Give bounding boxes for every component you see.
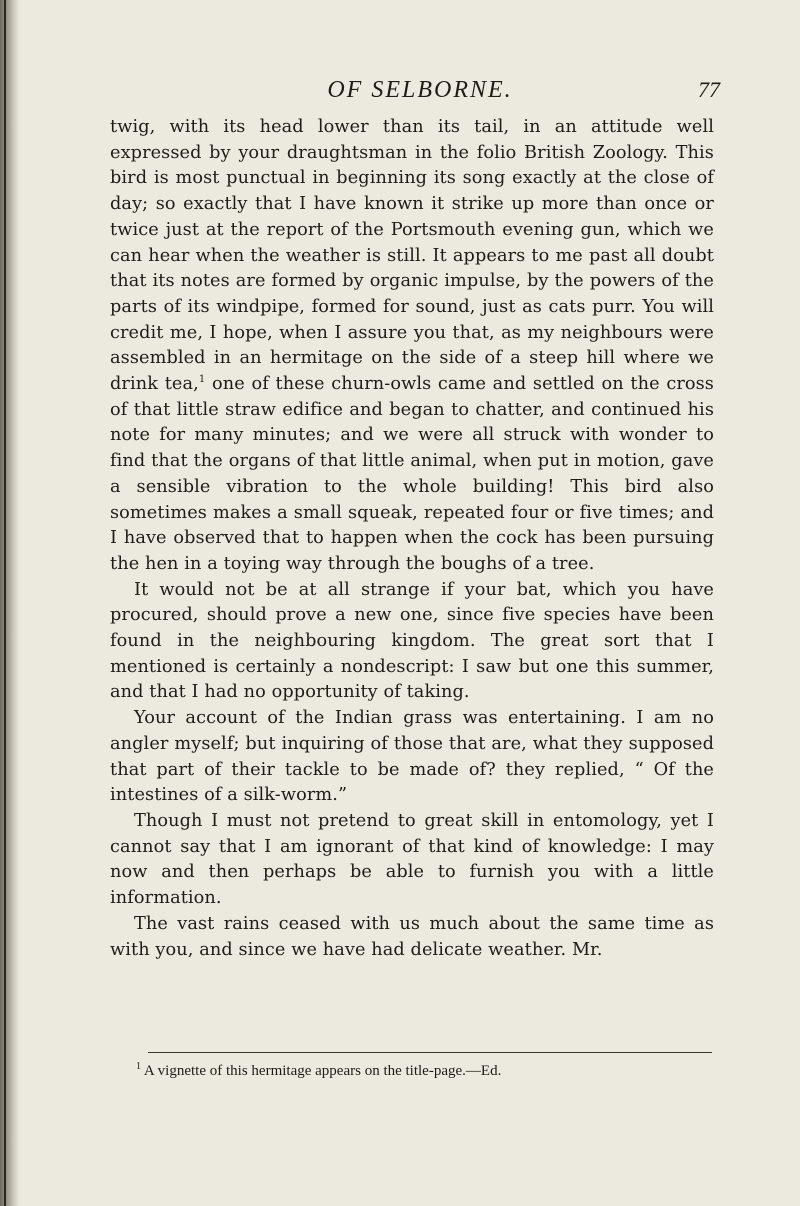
- paragraph-1-text-b: one of these churn-owls came and settled on the cross of that little straw edifice and began to chatter, and continued his note for many minutes; and we were all struck with wonder to find that the organs of that little animal, when put in motion, gave a sensible vibration to the whole building! This bird also sometimes makes a small squeak, repeated four or five times; and I have observed that to happen when the cock has been pursuing the hen in a toying way through the boughs of a tree.: [110, 374, 714, 574]
- footnote-divider: [148, 1052, 712, 1053]
- book-spine-edge: [0, 0, 20, 1206]
- paragraph-2: It would not be at all strange if your bat, which you have procured, should prove a new one, since five species have been found in the neighbouring kingdom. The great sort that I mentioned is certainly a nondescript: I saw but one this summer, and that I had no opportunity of taking.: [110, 579, 714, 703]
- page-header: [120, 77, 720, 117]
- paragraph-1-text-a: twig, with its head lower than its tail, in an attitude well expressed by your draughtsman in the folio British Zoology. This bird is most punctual in beginning its song exactly at the close of day; so exactly that I have known it strike up more than once or twice just at the report of the Portsmouth evening gun, which we can hear when the weather is still. It appears to me past all doubt that its notes are formed by organic impulse, by the powers of the parts of its windpipe, formed for sound, just as cats purr. You will credit me, I hope, when I assure you that, as my neighbours were assembled in an hermitage on the side of a steep hill where we drink tea,: [110, 117, 714, 395]
- footnote-reference: 1: [198, 374, 206, 386]
- paragraph-4: Though I must not pretend to great skill in entomology, yet I cannot say that I am ignorant of that kind of knowledge: I may now and then perhaps be able to furnish you with a little information.: [110, 810, 714, 909]
- gutter-line: [4, 0, 6, 1206]
- paragraph-5: The vast rains ceased with us much about the same time as with you, and since we have had delicate weather. Mr.: [110, 913, 714, 960]
- body-text: [110, 115, 714, 963]
- footnote-marker: 1: [136, 1061, 141, 1072]
- footnote: [136, 1061, 716, 1081]
- running-title: OF SELBORNE.: [327, 77, 513, 103]
- footnote-text: A vignette of this hermitage appears on the title-page.—Ed.: [141, 1063, 502, 1079]
- paragraph-1: [110, 115, 714, 578]
- page-number: 77: [698, 77, 720, 102]
- paragraph-3: Your account of the Indian grass was entertaining. I am no angler myself; but inquiring of those that are, what they supposed that part of their tackle to be made of? they replied, “ Of the intestines of a silk-worm.”: [110, 708, 714, 806]
